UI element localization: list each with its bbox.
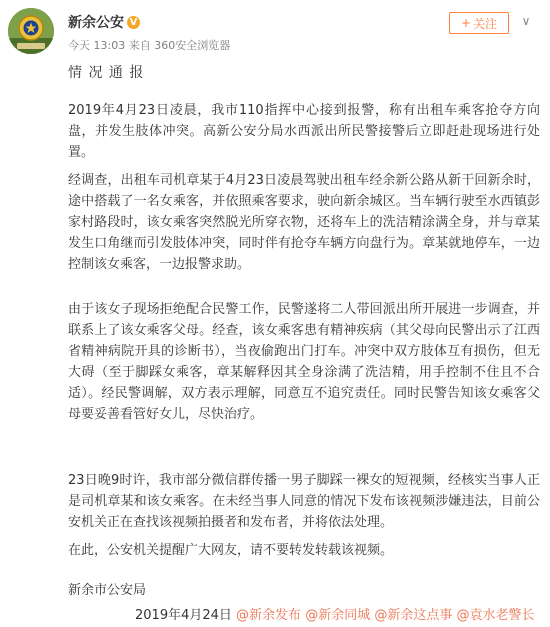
post-paragraph: 由于该女子现场拒绝配合民警工作，民警遂将二人带回派出所开展进一步调查，并联系上了该女乘客父母。经查，该女乘客患有精神疾病（其父母向民警出示了江西省精神病院开具的诊断书），当夜偷跑出门打车。冲突中双方肢体互有损伤，但无大碍（至于脚踩女乘客，章某解释因其全身涂满了洗洁精，用手控制不住且不合适）。经民警调解，双方表示理解，同意互不追究责任。同时民警告知该女乘客父母要妥善看管好女儿，尽快治疗。 — [68, 302, 540, 422]
mention-link[interactable]: @新余同城 — [305, 608, 371, 623]
plus-icon: + — [460, 16, 472, 30]
signature-org: 新余市公安局 — [68, 583, 147, 598]
avatar[interactable] — [8, 8, 54, 54]
follow-button[interactable] — [449, 12, 509, 34]
follow-label: 关注 — [473, 16, 498, 31]
police-emblem-icon — [8, 8, 54, 54]
post-timestamp[interactable]: 今天 13:03 — [68, 39, 126, 52]
mention-link[interactable]: @新余发布 — [236, 608, 302, 623]
post-paragraph: 23日晚9时许，我市部分微信群传播一男子脚踩一裸女的短视频，经核实当事人正是司机章某和该女乘客。在未经当事人同意的情况下发布该视频涉嫌违法，目前公安机关正在查找该视频拍摄者和发布者，并将依法处理。 — [68, 473, 540, 530]
mention-link[interactable]: @袁水老警长 — [456, 608, 535, 623]
post-meta — [68, 37, 230, 53]
signature-line — [135, 604, 535, 623]
post-source[interactable]: 来自 360安全浏览器 — [128, 39, 231, 52]
account-name-text: 新余公安 — [68, 15, 124, 31]
post-paragraph: 经调查，出租车司机章某于4月23日凌晨驾驶出租车经余新公路从新干回新余时，途中搭载了一名女乘客，并依照乘客要求，驶向新余城区。当车辆行驶至水西镇彭家村路段时，该女乘客突然脱光所穿衣物，还将车上的洗洁精涂满全身，并与章某发生口角继而引发肢体冲突，同时伴有抢夺车辆方向盘行为。章某就地停车，一边控制该女乘客，一边报警求助。 — [68, 173, 540, 272]
mention-link[interactable]: @新余这点事 — [374, 608, 453, 623]
chevron-down-icon[interactable]: ∨ — [521, 14, 531, 28]
post-paragraph: 在此，公安机关提醒广大网友，请不要转发转载该视频。 — [68, 543, 394, 558]
post-paragraph: 2019年4月23日凌晨，我市110指挥中心接到报警，称有出租车乘客抢夺方向盘，并发生肢体冲突。高新公安分局水西派出所民警接警后立即赶赴现场进行处置。 — [68, 103, 540, 160]
verified-badge-icon: V — [127, 16, 140, 29]
signature-date: 2019年4月24日 — [135, 608, 232, 623]
post-title: 情 况 通 报 — [68, 65, 145, 81]
account-name[interactable] — [68, 12, 140, 32]
